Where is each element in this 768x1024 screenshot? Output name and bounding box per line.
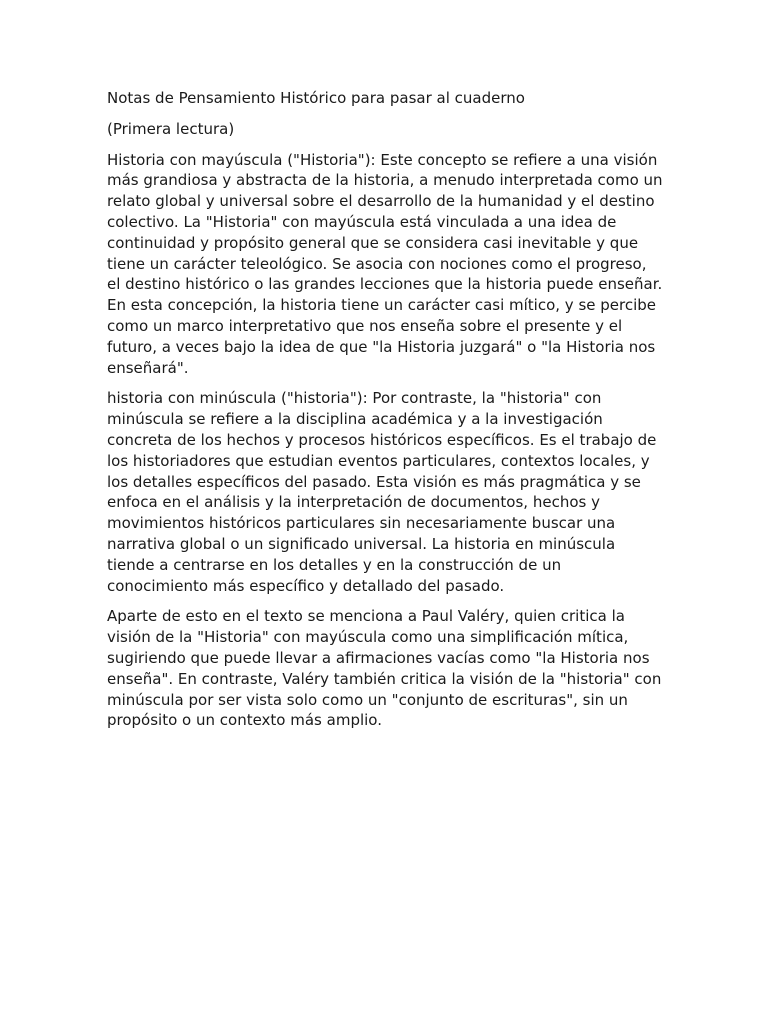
document-subtitle: (Primera lectura) bbox=[107, 119, 235, 138]
document-title: Notas de Pensamiento Histórico para pasar al cuaderno bbox=[107, 89, 525, 107]
paragraph-historia-minuscula: historia con minúscula ("historia"): Por contraste, la "historia" con minúscula se refiere a la disciplina académica y a la investigación concreta de los hechos y procesos históricos específicos. Es el trabajo de los historiadores que estudian eventos particulares, contextos locales, y los detalles específicos del pasado. Esta visión es más pragmática y se enfoca en el análisis y la interpretación de documentos, hechos y movimientos históricos particulares sin necesariamente buscar una narrativa global o un significado universal. La historia en minúscula tiende a centrarse en los detalles y en la construcción de un conocimiento más específico y detallado del pasado. bbox=[107, 389, 657, 595]
paragraph-paul-valery: Aparte de esto en el texto se menciona a Paul Valéry, quien critica la visión de la "Historia" con mayúscula como una simplificación mítica, sugiriendo que puede llevar a afirmaciones vacías como "la Historia nos enseña". En contraste, Valéry también critica la visión de la "historia" con minúscula por ser vista solo como un "conjunto de escrituras", sin un propósito o un contexto más amplio. bbox=[107, 607, 662, 730]
document-body bbox=[107, 88, 663, 741]
paragraph-historia-mayuscula: Historia con mayúscula ("Historia"): Este concepto se refiere a una visión más grandiosa y abstracta de la historia, a menudo interpretada como un relato global y universal sobre el desarrollo de la humanidad y el destino colectivo. La "Historia" con mayúscula está vinculada a una idea de continuidad y propósito general que se considera casi inevitable y que tiene un carácter teleológico. Se asocia con nociones como el progreso, el destino histórico o las grandes lecciones que la historia puede enseñar. En esta concepción, la historia tiene un carácter casi mítico, y se percibe como un marco interpretativo que nos enseña sobre el presente y el futuro, a veces bajo la idea de que "la Historia juzgará" o "la Historia nos enseñará". bbox=[107, 150, 663, 377]
